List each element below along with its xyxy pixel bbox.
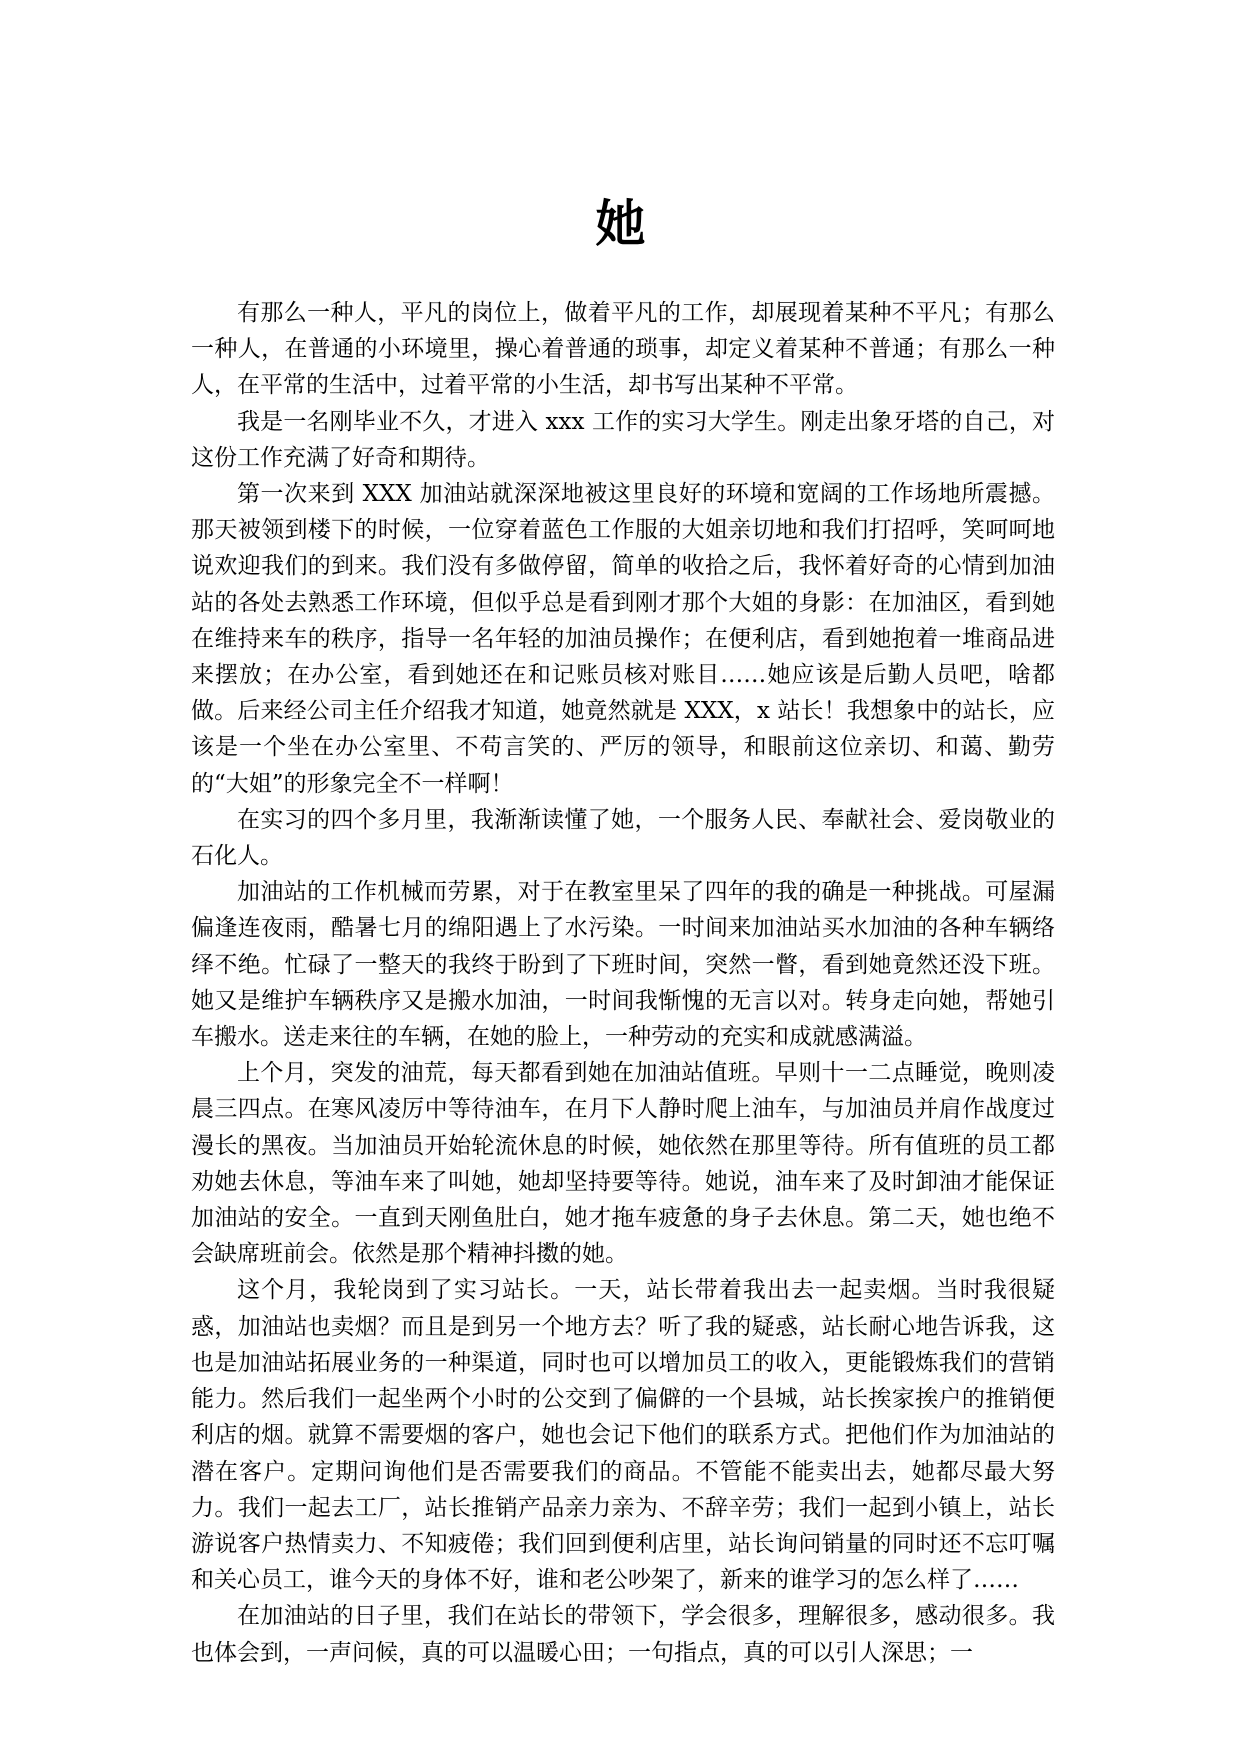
paragraph-1: 有那么一种人，平凡的岗位上，做着平凡的工作，却展现着某种不平凡；有那么一种人，在普通的小环境里，操心着普通的琐事，却定义着某种不普通；有那么一种人，在平常的生活中，过着平常的小生活，却书写出某种不平常。 [191,300,1055,399]
paragraph-4: 在实习的四个多月里，我渐渐读懂了她，一个服务人民、奉献社会、爱岗敬业的石化人。 [191,806,1055,870]
document-title: 她 [595,194,646,253]
paragraph-2: 我是一名刚毕业不久，才进入 xxx 工作的实习大学生。刚走出象牙塔的自己，对这份工作充满了好奇和期待。 [191,408,1055,471]
paragraph-5: 加油站的工作机械而劳累，对于在教室里呆了四年的我的确是一种挑战。可屋漏偏逢连夜雨，酷暑七月的绵阳遇上了水污染。一时间来加油站买水加油的各种车辆络绎不绝。忙碌了一整天的我终于盼到了下班时间，突然一瞥，看到她竟然还没下班。她又是维护车辆秩序又是搬水加油，一时间我惭愧的无言以对。转身走向她，帮她引车搬水。送走来往的车辆，在她的脸上，一种劳动的充实和成就感满溢。 [191,879,1055,1051]
paragraph-7: 这个月，我轮岗到了实习站长。一天，站长带着我出去一起卖烟。当时我很疑惑，加油站也卖烟？而且是到另一个地方去？听了我的疑惑，站长耐心地告诉我，这也是加油站拓展业务的一种渠道，同时也可以增加员工的收入，更能锻炼我们的营销能力。然后我们一起坐两个小时的公交到了偏僻的一个县城，站长挨家挨户的推销便利店的烟。就算不需要烟的客户，她也会记下他们的联系方式。把他们作为加油站的潜在客户。定期问询他们是否需要我们的商品。不管能不能卖出去，她都尽最大努力。我们一起去工厂，站长推销产品亲力亲为、不辞辛劳；我们一起到小镇上，站长游说客户热情卖力、不知疲倦；我们回到便利店里，站长询问销量的同时还不忘叮嘱和关心员工，谁今天的身体不好，谁和老公吵架了，新来的谁学习的怎么样了…… [191,1277,1055,1594]
paragraph-3: 第一次来到 XXX 加油站就深深地被这里良好的环境和宽阔的工作场地所震撼。那天被领到楼下的时候，一位穿着蓝色工作服的大姐亲切地和我们打招呼，笑呵呵地说欢迎我们的到来。我们没有多做停留，简单的收拾之后，我怀着好奇的心情到加油站的各处去熟悉工作环境，但似乎总是看到刚才那个大姐的身影：在加油区，看到她在维持来车的秩序，指导一名年轻的加油员操作；在便利店，看到她抱着一堆商品进来摆放；在办公室，看到她还在和记账员核对账目……她应该是后勤人员吧，啥都做。后来经公司主任介绍我才知道，她竟然就是 XXX，x 站长！我想象中的站长，应该是一个坐在办公室里、不苟言笑的、严厉的领导，和眼前这位亲切、和蔼、勤劳的“大姐”的形象完全不一样啊！ [191,481,1055,797]
paragraph-8: 在加油站的日子里，我们在站长的带领下，学会很多，理解很多，感动很多。我也体会到，一声问候，真的可以温暖心田；一句指点，真的可以引人深思；一 [191,1603,1055,1666]
document-body [191,295,1055,1671]
paragraph-6: 上个月，突发的油荒，每天都看到她在加油站值班。早则十一二点睡觉，晚则凌晨三四点。在寒风凌厉中等待油车，在月下人静时爬上油车，与加油员并肩作战度过漫长的黑夜。当加油员开始轮流休息的时候，她依然在那里等待。所有值班的员工都劝她去休息，等油车来了叫她，她却坚持要等待。她说，油车来了及时卸油才能保证加油站的安全。一直到天刚鱼肚白，她才拖车疲惫的身子去休息。第二天，她也绝不会缺席班前会。依然是那个精神抖擞的她。 [191,1060,1055,1268]
